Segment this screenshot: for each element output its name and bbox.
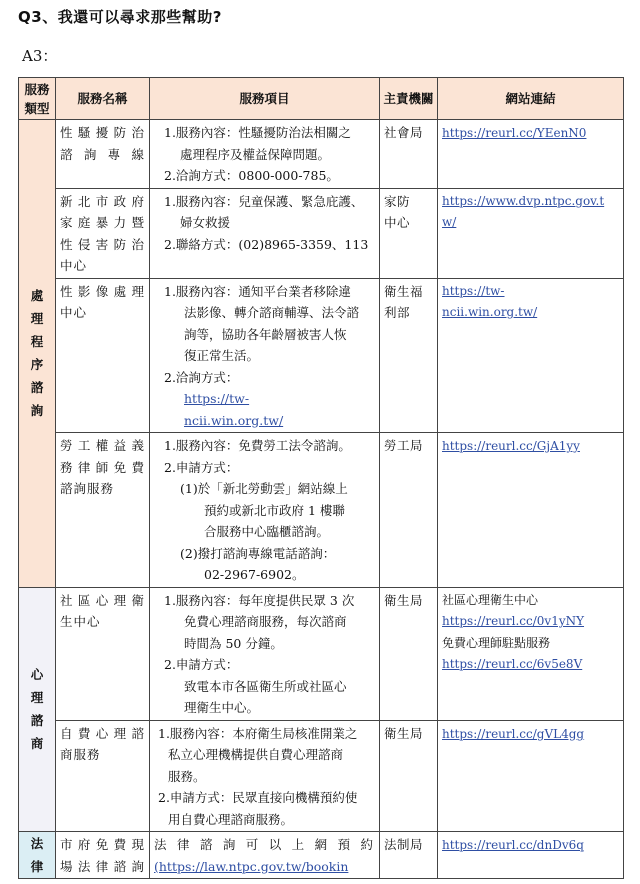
table-row (19, 188, 624, 278)
service-item-line: 用自費心理諮商服務。 (168, 811, 294, 827)
service-item-line: 1.服務內容：每年度提供民眾 3 次 (164, 592, 355, 608)
website-label: 社區心理衛生中心 (442, 592, 539, 607)
category-psych-counsel (19, 587, 56, 832)
website-link[interactable]: https://reurl.cc/0v1yNY (442, 614, 585, 628)
website-link[interactable]: https://www.dvp.ntpc.gov.t (442, 193, 605, 208)
agency-line: 中心 (384, 215, 411, 230)
service-item-line: 1.服務內容：兒童保護、緊急庇護、 (164, 193, 364, 209)
service-item-line: 服務。 (168, 768, 206, 784)
service-item-line: 免費心理諮商服務，每次諮商 (184, 614, 347, 629)
service-item-line: 合服務中心臨櫃諮詢。 (204, 524, 330, 539)
service-name-line: 商服務 (60, 747, 101, 762)
website-link[interactable]: ncii.win.org.tw/ (442, 305, 538, 319)
service-name-line: 自費心理諮 (60, 725, 145, 741)
service-items (150, 832, 380, 879)
service-name (56, 188, 150, 278)
header-website: 網站連結 (438, 78, 624, 120)
website-link[interactable]: https://reurl.cc/YEenN0 (442, 126, 587, 140)
service-items (150, 720, 380, 832)
category-process-consult (19, 120, 56, 588)
service-name-line: 家庭暴力暨 (60, 215, 145, 230)
service-item-link[interactable]: ncii.win.org.tw/ (184, 412, 284, 428)
header-service-type: 服務類型 (19, 78, 56, 120)
service-name-line: 新北市政府 (60, 193, 145, 209)
service-item-line: 理衛生中心。 (184, 700, 260, 715)
website-link[interactable]: https://reurl.cc/6v5e8V (442, 657, 583, 671)
website-link[interactable]: https://tw- (442, 283, 505, 298)
agency: 社會局 (380, 120, 438, 189)
service-name-line: 市府免費現 (60, 837, 145, 852)
service-item-link-wrap (154, 388, 375, 410)
service-item-line: 2.聯絡方式：(02)8965-3359、113 (164, 236, 369, 252)
answer-label: A3： (22, 47, 58, 65)
service-items (150, 587, 380, 720)
service-item-line: 2.洽詢方式：0800-000-785。 (164, 168, 339, 183)
website-link[interactable]: w/ (442, 215, 457, 229)
category-label: 心理諮商 (30, 667, 44, 752)
service-name-line: 勞工權益義 (60, 438, 145, 453)
service-items (150, 188, 380, 278)
agency-line: 家防 (384, 193, 411, 209)
website-link[interactable]: https://reurl.cc/GjA1yy (442, 439, 580, 453)
service-item-line: 復正常生活。 (184, 348, 260, 363)
service-item-line: 法影像、轉介諮商輔導、法令諮 (184, 305, 360, 320)
service-name-line: 諮詢服務 (60, 481, 115, 496)
service-items (150, 120, 380, 189)
website-cell (438, 278, 624, 433)
service-item-line: 02-2967-6902。 (204, 567, 305, 582)
agency: 衛生局 (380, 720, 438, 832)
website-cell (438, 587, 624, 720)
service-name (56, 120, 150, 189)
services-table (18, 77, 624, 879)
service-name-line: 性侵害防治 (60, 236, 145, 252)
service-name-line: 生中心 (60, 614, 101, 629)
service-name (56, 720, 150, 832)
service-item-line: 預約或新北市政府 1 樓聯 (204, 502, 345, 518)
agency: 勞工局 (380, 433, 438, 588)
service-name-line: 諮詢專線 (60, 146, 145, 162)
service-name (56, 433, 150, 588)
website-cell (438, 832, 624, 879)
service-name-line: 場法律諮詢 (60, 858, 145, 874)
service-item-line: 1.服務內容：免費勞工法令諮詢。 (164, 438, 351, 453)
service-name-line: 性騷擾防治 (60, 125, 145, 140)
table-header-row (19, 78, 624, 120)
table-row (19, 278, 624, 433)
service-item-line: 2.申請方式：民眾直接向機構預約使 (158, 790, 358, 805)
agency-line: 利部 (384, 305, 411, 320)
website-cell (438, 433, 624, 588)
service-item-line: 致電本市各區衛生所或社區心 (184, 678, 347, 694)
agency: 法制局 (380, 832, 438, 879)
website-label: 免費心理師駐點服務 (442, 635, 551, 650)
website-cell (438, 188, 624, 278)
service-name-line: 社區心理衛 (60, 592, 145, 608)
table-row (19, 832, 624, 879)
service-item-line: 私立心理機構提供自費心理諮商 (168, 747, 344, 762)
service-item-line: 1.服務內容：本府衛生局核准開業之 (158, 725, 358, 741)
service-item-line: 法律諮詢可以上網預約 (154, 837, 375, 852)
service-item-link-wrap (154, 856, 375, 878)
website-link[interactable]: https://reurl.cc/dnDv6q (442, 838, 584, 852)
website-link[interactable]: https://reurl.cc/gVL4gg (442, 726, 585, 741)
service-item-line: 1.服務內容：性騷擾防治法相關之 (164, 125, 351, 140)
table-row (19, 720, 624, 832)
service-item-line: 婦女救援 (180, 215, 231, 230)
agency (380, 188, 438, 278)
service-item-line: 詢等，協助各年齡層被害人恢 (184, 326, 347, 342)
table-row (19, 587, 624, 720)
service-item-line: 2.申請方式： (164, 459, 239, 475)
table-row (19, 120, 624, 189)
service-name-line: 中心 (60, 305, 88, 320)
category-label: 法律 (30, 836, 44, 874)
service-item-line: 1.服務內容：通知平台業者移除違 (164, 283, 351, 299)
service-item-line: (2)撥打諮詢專線電話諮詢： (180, 545, 336, 561)
agency (380, 278, 438, 433)
service-name (56, 278, 150, 433)
service-item-line: 處理程序及權益保障問題。 (180, 146, 331, 162)
header-service-name: 服務名稱 (56, 78, 150, 120)
service-item-line: 2.申請方式： (164, 657, 239, 672)
category-label: 處理程序諮詢 (30, 288, 44, 419)
service-name-line: 性影像處理 (60, 283, 145, 299)
category-law (19, 832, 56, 879)
service-item-line: 時間為 50 分鐘。 (184, 635, 283, 651)
agency-line: 衛生福 (384, 283, 424, 299)
service-name (56, 587, 150, 720)
service-item-line: 2.洽詢方式： (164, 369, 239, 385)
service-items (150, 278, 380, 433)
service-item-link[interactable]: https://tw- (184, 391, 250, 406)
header-service-items: 服務項目 (150, 78, 380, 120)
table-row (19, 433, 624, 588)
header-agency: 主責機關 (380, 78, 438, 120)
website-cell (438, 720, 624, 832)
service-name (56, 832, 150, 879)
agency: 衛生局 (380, 587, 438, 720)
service-item-link[interactable]: (https://law.ntpc.gov.tw/bookin (154, 858, 349, 874)
service-name-line: 務律師免費 (60, 459, 145, 475)
service-items (150, 433, 380, 588)
service-item-line: (1)於「新北勞動雲」網站線上 (180, 481, 348, 496)
website-cell (438, 120, 624, 189)
service-name-line: 中心 (60, 258, 88, 273)
service-item-link-wrap (154, 410, 375, 432)
question-title: Q3、我還可以尋求那些幫助? (18, 8, 222, 26)
